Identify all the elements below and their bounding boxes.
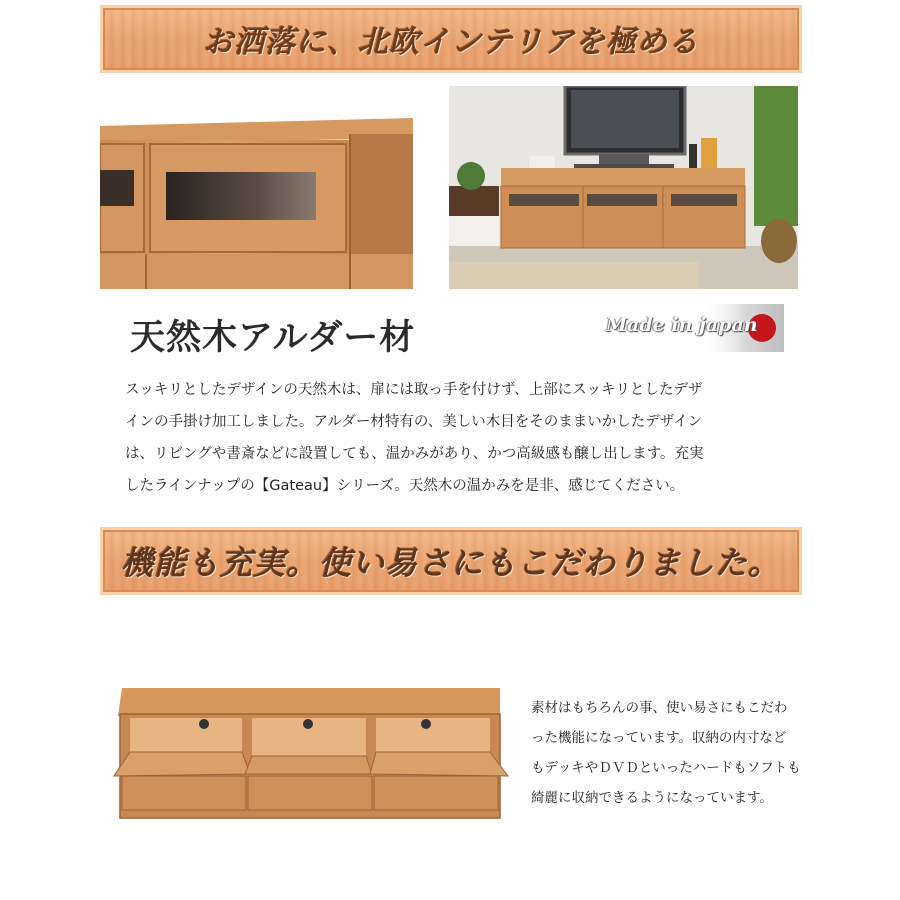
tv-stand-open-image [110, 684, 510, 824]
section-heading: 天然木アルダー材 [130, 318, 416, 358]
top-banner-title: お洒落に、北欧インテリアを極める [203, 25, 699, 60]
tv-stand-room-image [449, 86, 798, 289]
features-paragraph [531, 693, 801, 813]
made-in-japan-badge [598, 302, 784, 354]
features-line: もデッキやＤＶＤといったハードもソフトも [531, 760, 801, 776]
features-line: 素材はもちろんの事、使い易さにもこだわ [531, 700, 788, 716]
features-line: 綺麗に収納できるようになっています。 [531, 790, 773, 806]
features-line: った機能になっています。収納の内寸など [531, 730, 787, 746]
cabinet-closeup-photo [100, 88, 413, 289]
made-in-japan-label: Made in japan [606, 314, 758, 336]
description-line: したラインナップの【Gateau】シリーズ。天然木の温かみを是非、感じてください。 [125, 478, 685, 494]
features-banner-title: 機能も充実。使い易さにもこだわりました。 [120, 544, 781, 582]
description-paragraph [125, 374, 785, 502]
cabinet-closeup-image [100, 88, 413, 289]
description-line: インの手掛け加工しました。アルダー材特有の、美しい木目をそのままいかしたデザイン [125, 414, 703, 430]
top-banner [100, 5, 802, 73]
description-line: スッキリとしたデザインの天然木は、扉には取っ手を付けず、上部にスッキリとしたデザ [125, 382, 703, 398]
open-tv-stand-photo [110, 684, 510, 824]
living-room-photo [449, 86, 798, 289]
features-banner [100, 527, 802, 595]
description-line: は、リビングや書斎などに設置しても、温かみがあり、かつ高級感も醸し出します。充実 [125, 446, 704, 462]
